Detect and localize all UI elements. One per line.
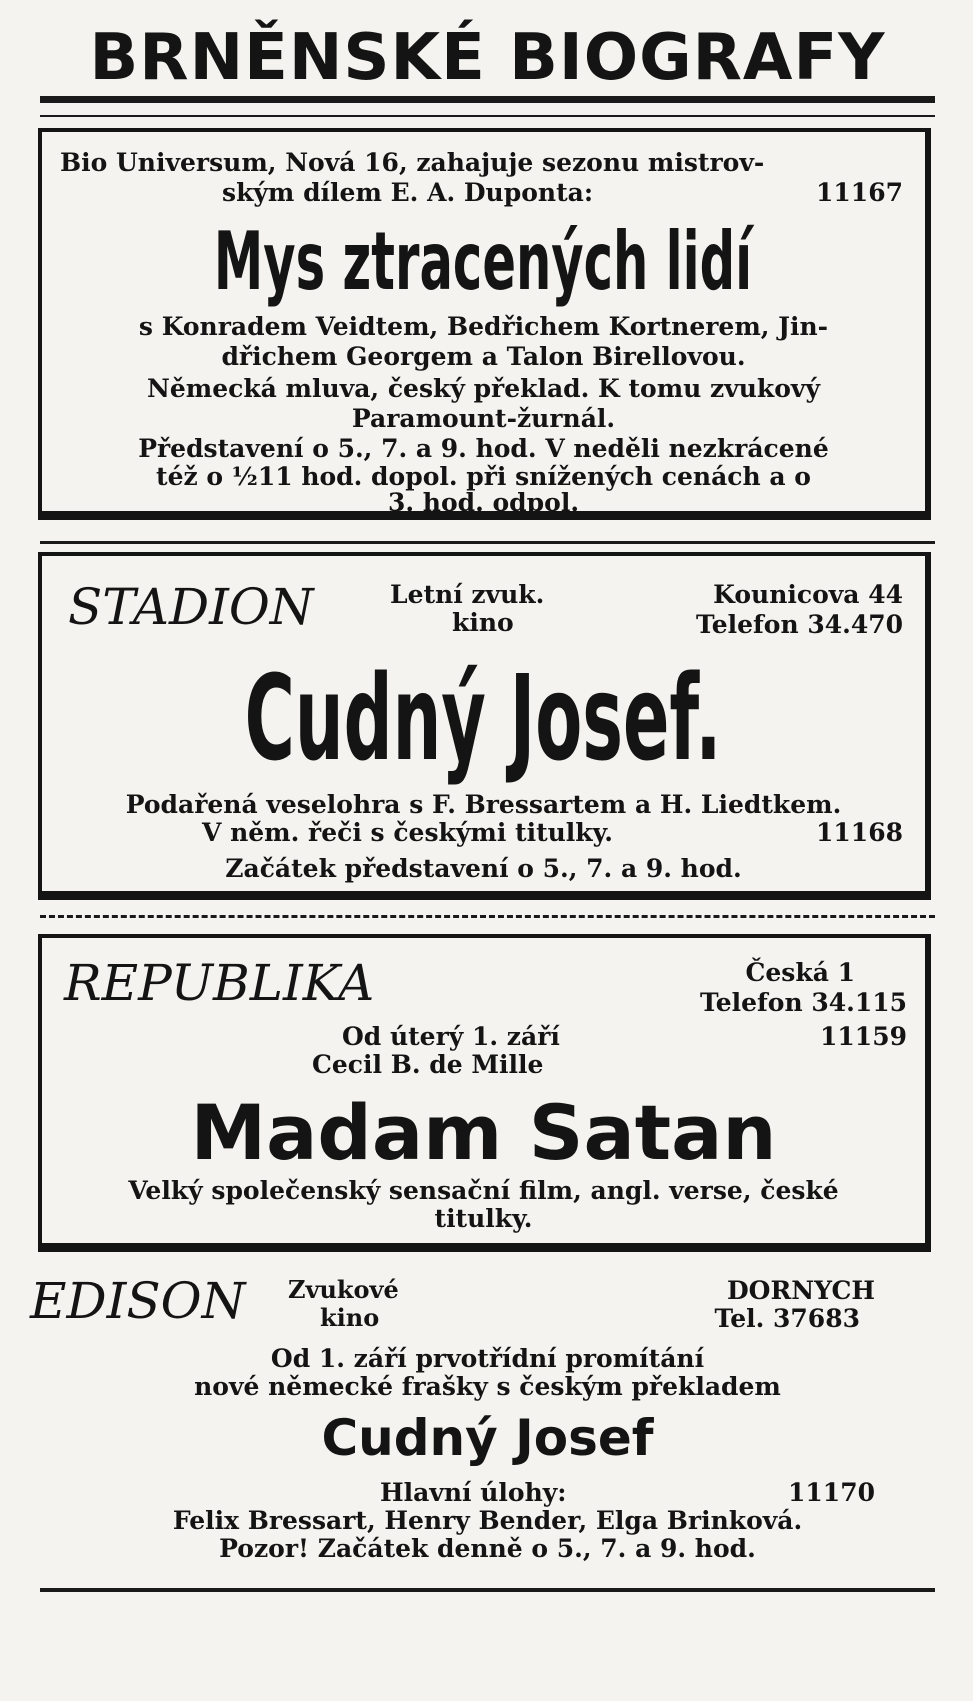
edison-ad-number: 11170 [788,1478,875,1507]
universum-lang-line2: Paramount-žurnál. [351,404,616,433]
universum-ad-number: 11167 [816,178,903,207]
universum-cast-line2: dřichem Georgem a Talon Birellovou. [221,342,746,371]
republika-desc-line1: Velký společenský sensační film, angl. verse, české [128,1176,839,1205]
edison-start: Pozor! Začátek denně o 5., 7. a 9. hod. [219,1534,756,1563]
universum-intro-line1: Bio Universum, Nová 16, zahajuje sezonu mistrov- [60,148,765,177]
masthead-rule-thick [40,96,935,103]
stadion-film-title-text: Cudný Josef. [245,649,722,787]
republika-date: Od úterý 1. září [342,1022,560,1051]
republika-film-title: Madam Satan [190,1088,777,1177]
edison-film-title: Cudný Josef [321,1409,654,1467]
page-title: BRNĚNSKÉ BIOGRAFY [89,21,886,95]
stadion-phone: Telefon 34.470 [695,610,903,639]
edison-kind-line2: kino [320,1303,380,1332]
universum-shows-line2: též o ½11 hod. dopol. při snížených cenách a o [156,462,811,491]
universum-intro-line2: ským dílem E. A. Duponta: [222,178,594,207]
republika-phone: Telefon 34.115 [699,988,907,1017]
ad-republika [38,934,931,1252]
bottom-rule [40,1588,935,1592]
universum-cast-line1: s Konradem Veidtem, Bedřichem Kortnerem, Jin- [138,312,829,341]
universum-shows-line3: 3. hod. odpol. [387,488,580,517]
edison-intro-line1: Od 1. září prvotřídní promítání [270,1344,705,1373]
stadion-kind-line2: kino [452,608,514,637]
ad-universum [38,128,931,520]
stadion-kind-line1: Letní zvuk. [390,580,545,609]
republika-desc-line2: titulky. [434,1204,533,1233]
stadion-start: Začátek představení o 5., 7. a 9. hod. [225,854,742,883]
stadion-cinema-name: STADION [68,578,314,636]
edison-kind-line1: Zvukové [288,1275,399,1304]
edison-cinema-name: EDISON [30,1272,246,1330]
universum-lang-line1: Německá mluva, český překlad. K tomu zvukový [147,374,820,403]
masthead-rule-thin [40,115,935,117]
stadion-desc-line1: Podařená veselohra s F. Bressartem a H. Liedtkem. [125,790,842,819]
stadion-ad-number: 11168 [816,818,903,847]
edison-address: DORNYCH [726,1276,875,1305]
universum-film-title [42,214,925,309]
republika-cinema-name: REPUBLIKA [64,954,375,1012]
republika-director: Cecil B. de Mille [312,1050,544,1079]
edison-intro-line2: nové německé frašky s českým překladem [194,1372,781,1401]
ad-edison [30,1266,945,1676]
stadion-film-title [42,648,925,788]
stadion-desc-line2: V něm. řeči s českými titulky. [202,818,613,847]
republika-address: Česká 1 [745,958,855,987]
divider-1 [40,541,935,544]
ad-stadion [38,552,931,900]
edison-roles-label: Hlavní úlohy: [380,1478,567,1507]
edison-phone: Tel. 37683 [714,1304,860,1333]
divider-2 [40,915,935,918]
stadion-address: Kounicova 44 [713,580,903,609]
republika-ad-number: 11159 [820,1022,907,1051]
edison-cast: Felix Bressart, Henry Bender, Elga Brinková. [172,1506,803,1535]
universum-shows-line1: Představení o 5., 7. a 9. hod. V neděli nezkrácené [138,434,829,463]
universum-film-title-text: Mys ztracených lidí [214,215,753,308]
